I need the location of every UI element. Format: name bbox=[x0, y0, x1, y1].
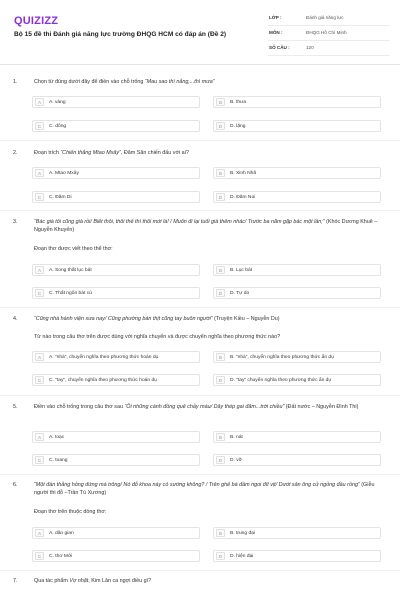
question-text: “Bác già tôi cũng già rồi/ Biết thôi, thôi thế thì thôi mới là! / Muốn đi lại tuổi già thêm nhác/ Trước ba năm gặp bác một lần;” (Khóc Dương Khuê – Nguyễn Khuyến) bbox=[34, 219, 378, 233]
option-a[interactable]: A A. dân gian bbox=[32, 527, 200, 539]
option-c[interactable]: C C. dông bbox=[32, 120, 200, 132]
option-c[interactable]: C C. Thất ngôn bát cú bbox=[32, 287, 200, 299]
question-text: “Cũng nhà hành viện xưa nay/ Cũng phường bán thịt cũng tay buôn người” (Truyện Kiều – Nguyễn Du) bbox=[34, 316, 280, 322]
question-prompt: Từ nào trong câu thơ trên được dùng với nghĩa chuyển và được chuyển nghĩa theo phương thức nào? bbox=[34, 334, 281, 340]
meta-key: SỐ CÂU : bbox=[269, 45, 290, 50]
question-text: “Một đàn thằng hỏng đứng mà trông/ Nó đỗ khoa này có sướng không? / Trên ghế bà đầm ngoi đít vịt/ Dưới sân ông cử ngỏng đầu rồng” (Giễu người thi đỗ –Trần Tú Xương) bbox=[34, 482, 375, 496]
option-d[interactable]: D D. “tay” chuyển nghĩa theo phương thức ẩn dụ bbox=[213, 374, 381, 386]
meta-row-subject bbox=[268, 26, 390, 41]
question-prompt: Đoạn thơ được viết theo thể thơ: bbox=[34, 246, 113, 252]
option-d[interactable]: D D. Tự do bbox=[213, 287, 381, 299]
question-divider bbox=[0, 570, 400, 571]
meta-row-class bbox=[268, 11, 390, 26]
option-c[interactable]: C C. Đăm Di bbox=[32, 191, 200, 203]
meta-value: ĐHQG Hồ Chí Minh bbox=[306, 30, 347, 35]
document-title: Bộ 15 đề thi Đánh giá năng lực trường ĐHQG HCM có đáp án (Đề 2) bbox=[14, 31, 227, 38]
meta-key: LỚP : bbox=[269, 15, 282, 20]
meta-value: Đánh giá năng lực bbox=[306, 15, 344, 20]
header-divider bbox=[0, 64, 400, 65]
option-a[interactable]: A A. Song thất lục bát bbox=[32, 264, 200, 276]
question-text: Qua tác phẩm Vợ nhặt, Kim Lân ca ngợi điều gì? bbox=[34, 578, 152, 584]
question-divider bbox=[0, 210, 400, 211]
question-number: 2. bbox=[13, 150, 18, 156]
option-c[interactable]: C C. thơ Mới bbox=[32, 550, 200, 562]
option-d[interactable]: D D. hiện đại bbox=[213, 550, 381, 562]
option-b[interactable]: B B. thưa bbox=[213, 96, 381, 108]
option-b[interactable]: B B. Xinh Nhã bbox=[213, 167, 381, 179]
question-text: Điền vào chỗ trống trong câu thơ sau “Ôi những cánh đồng quê chảy máu/ Dây thép gai đâm...trời chiều” (Đất nước – Nguyễn Đình Thi) bbox=[34, 404, 359, 410]
meta-table bbox=[268, 11, 390, 56]
option-b[interactable]: B B. Lục bát bbox=[213, 264, 381, 276]
option-b[interactable]: B B. “nhà”, chuyển nghĩa theo phương thức ẩn dụ bbox=[213, 351, 381, 363]
option-d[interactable]: D D. vỡ bbox=[213, 454, 381, 466]
question-text: Chọn từ đúng dưới đây để điền vào chỗ trống “Mau sao thì nắng,...thì mưa” bbox=[34, 79, 215, 85]
question-number: 5. bbox=[13, 404, 18, 410]
question-number: 1. bbox=[13, 79, 18, 85]
option-a[interactable]: A A. toạc bbox=[32, 431, 200, 443]
meta-value: 120 bbox=[306, 45, 314, 50]
option-d[interactable]: D D. lặng bbox=[213, 120, 381, 132]
option-c[interactable]: C C. “tay”, chuyển nghĩa theo phương thức hoán dụ bbox=[32, 374, 200, 386]
question-number: 4. bbox=[13, 316, 18, 322]
option-b[interactable]: B B. trung đại bbox=[213, 527, 381, 539]
question-number: 3. bbox=[13, 219, 18, 225]
question-divider bbox=[0, 140, 400, 141]
question-prompt: Đoạn thơ trên thuộc dòng thơ: bbox=[34, 509, 107, 515]
question-number: 6. bbox=[13, 482, 18, 488]
question-divider bbox=[0, 395, 400, 396]
option-d[interactable]: D D. Đăm Noi bbox=[213, 191, 381, 203]
question-divider bbox=[0, 307, 400, 308]
question-number: 7. bbox=[13, 578, 18, 584]
worksheet-header bbox=[0, 0, 400, 63]
quizizz-logo: QUIZIZZ bbox=[14, 15, 59, 27]
option-a[interactable]: A A. Mtao Mxây bbox=[32, 167, 200, 179]
option-c[interactable]: C C. toang bbox=[32, 454, 200, 466]
meta-key: MÔN : bbox=[269, 30, 283, 35]
option-a[interactable]: A A. vàng bbox=[32, 96, 200, 108]
question-text: Đoạn trích “Chiến thắng Mtao Mxây”, Đăm Săn chiến đấu với ai? bbox=[34, 150, 189, 156]
question-divider bbox=[0, 474, 400, 475]
option-a[interactable]: A A. “nhà”, chuyển nghĩa theo phương thức hoán dụ bbox=[32, 351, 200, 363]
meta-row-count bbox=[268, 41, 390, 56]
option-b[interactable]: B B. nát bbox=[213, 431, 381, 443]
